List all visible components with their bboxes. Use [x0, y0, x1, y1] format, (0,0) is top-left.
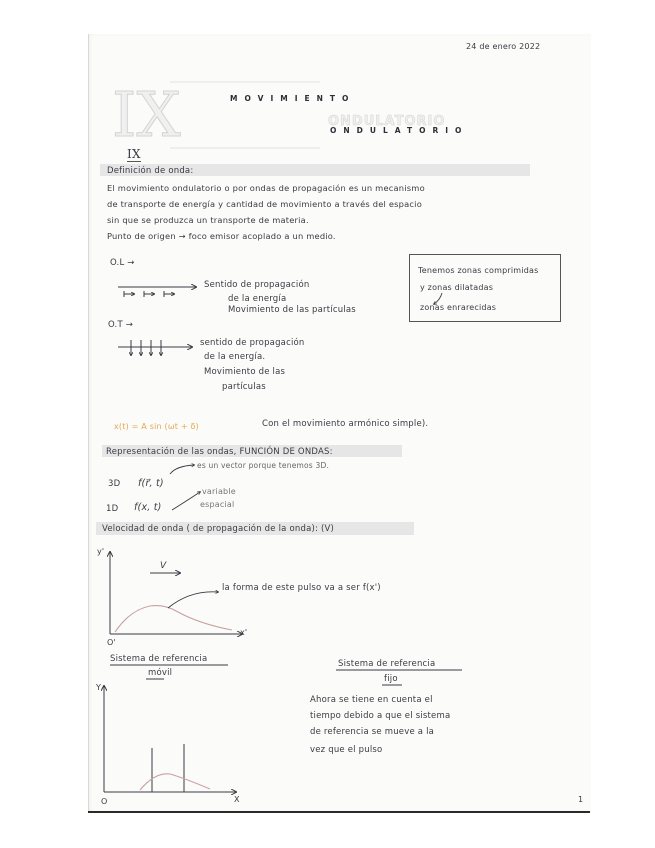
title-line-1: MOVIMIENTO [230, 94, 356, 103]
longitudinal-label: O.L → [110, 258, 135, 268]
pulse-note: la forma de este pulso va a ser f(x') [222, 583, 381, 593]
chapter-numeral-small: IX [127, 147, 141, 161]
title-line-2: ONDULATORIO [330, 126, 469, 135]
graph1-y-label: y' [97, 547, 105, 556]
row-1d-label: 1D [106, 504, 119, 514]
row-1d-function: f(x, t) [134, 502, 162, 513]
title-ghost: ONDULATORIO [328, 114, 446, 129]
moving-frame-line-1: Sistema de referencia [110, 654, 208, 664]
date: 24 de enero 2022 [466, 42, 541, 51]
box-arrow [434, 293, 442, 304]
graph1-pulse [115, 606, 232, 632]
definition-heading: Definición de onda: [107, 166, 194, 176]
graph1-velocity-label: V [160, 561, 167, 571]
fixed-frame-line-2: fijo [384, 674, 398, 684]
variable-note-1: variable [202, 487, 236, 496]
graph1-x-label: x' [240, 628, 248, 637]
row-3d-function: f(r⃗, t) [138, 478, 164, 489]
longitudinal-note-2: de la energía [228, 294, 287, 304]
vector-arrow [170, 465, 194, 474]
graph1-axes [110, 552, 242, 634]
transversal-note-1: sentido de propagación [200, 338, 305, 348]
velocity-heading: Velocidad de onda ( de propagación de la onda): (V) [102, 524, 335, 534]
longitudinal-arrow [118, 287, 196, 297]
fixed-frame-line-1: Sistema de referencia [338, 659, 436, 669]
graph1-origin: O' [107, 638, 116, 647]
box-line-3: zonas enrarecidas [420, 303, 497, 312]
moving-frame-line-2: móvil [148, 668, 173, 678]
definition-line-2: de transporte de energía y cantidad de movimiento a través del espacio [107, 199, 422, 209]
graph2-x-label: X [234, 795, 240, 804]
variable-note-2: espacial [200, 500, 235, 509]
explanation-line-1: Ahora se tiene en cuenta el [310, 695, 433, 705]
explanation-line-4: vez que el pulso [310, 745, 383, 755]
transversal-note-4: partículas [222, 382, 266, 392]
page-number: 1 [578, 795, 584, 804]
wave-formula: x(t) = A sin (ωt + δ) [114, 422, 199, 431]
transversal-note-2: de la energía. [204, 352, 266, 362]
transversal-note-3: Movimiento de las [204, 367, 286, 377]
vector-note: es un vector porque tenemos 3D. [197, 461, 330, 470]
variable-arrow [172, 492, 200, 510]
graph2-pulse [140, 774, 210, 790]
box-line-2: y zonas dilatadas [420, 283, 494, 292]
row-3d-label: 3D [108, 479, 121, 489]
box-line-1: Tenemos zonas comprimidas [418, 266, 539, 275]
explanation-line-2: tiempo debido a que el sistema [310, 711, 451, 721]
definition-line-3: sin que se produzca un transporte de materia. [107, 215, 309, 225]
transversal-label: O.T → [108, 320, 134, 330]
explanation-line-3: de referencia se mueve a la [310, 727, 435, 737]
representation-heading: Representación de las ondas, FUNCIÓN DE ONDAS: [106, 447, 333, 457]
definition-line-4: Punto de origen → foco emisor acoplado a un medio. [107, 231, 336, 241]
formula-note: Con el movimiento armónico simple). [262, 419, 429, 429]
frame-underlines [110, 665, 462, 685]
title-frame [170, 82, 320, 148]
longitudinal-note-1: Sentido de propagación [204, 280, 310, 290]
longitudinal-note-3: Movimiento de las partículas [228, 305, 356, 315]
definition-line-1: El movimiento ondulatorio o por ondas de propagación es un mecanismo [107, 183, 425, 193]
chapter-numeral-large: IX [112, 78, 181, 151]
transversal-arrow [118, 340, 192, 355]
pulse-note-arrow [168, 592, 218, 608]
graph2-origin: O [101, 797, 108, 806]
graph2-y-label: Y [96, 683, 102, 692]
graph2-axes [104, 686, 236, 792]
